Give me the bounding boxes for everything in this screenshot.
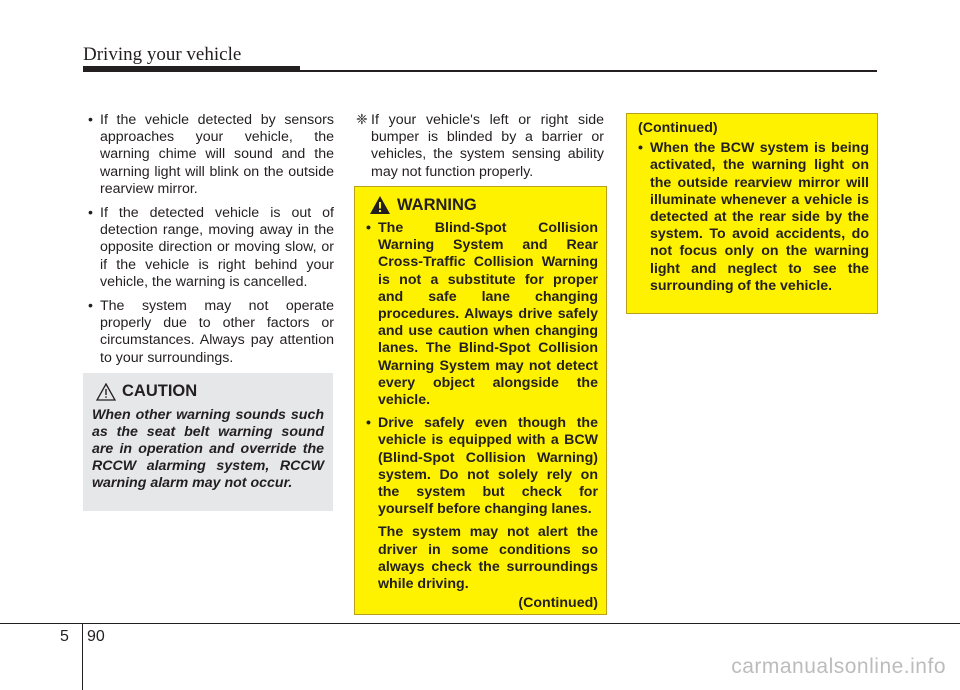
- warning-box: [354, 186, 607, 615]
- warning-continued-label: (Continued): [518, 595, 598, 612]
- continued-bullet-list: [638, 140, 869, 295]
- section-number: 5: [60, 628, 69, 645]
- footer-rule-vertical: [82, 623, 83, 690]
- page-header-title: Driving your vehicle: [83, 44, 242, 65]
- continued-label: (Continued): [638, 120, 718, 136]
- caution-title: CAUTION: [122, 382, 198, 400]
- warning-title: WARNING: [397, 195, 477, 214]
- caution-triangle-icon: [96, 383, 116, 401]
- note-text: If your vehicle's left or right side bumper is blinded by a barrier or vehicles, the system sensing ability may not function properly.: [371, 112, 604, 180]
- warning-paragraph: The system may not alert the driver in some conditions so always check the surroundings while driving.: [378, 524, 598, 593]
- sensor-note: [356, 112, 604, 181]
- left-bullet-list: [88, 112, 334, 374]
- footer-rule-horizontal: [0, 623, 960, 624]
- caution-box: [83, 373, 333, 511]
- warning-bullet-item: • Drive safely even though the vehicle is equipped with a BCW (Blind-Spot Collision Warning) system. Do not solely rely on the system but check for yourself before changing lanes.: [366, 415, 598, 518]
- warning-bullet-item: • The Blind-Spot Collision Warning System and Rear Cross-Traffic Collision Warning is not a substitute for proper and safe lane changing procedures. Always drive safely and use caution when changing lanes. The Blind-Spot Collision Warning System may not detect every object alongside the vehicle.: [366, 220, 598, 409]
- header-rule-thick: [83, 66, 300, 72]
- page-number: 90: [87, 628, 105, 645]
- continued-bullet-item: • When the BCW system is being activated, the warning light on the outside rearview mirror will illuminate whenever a vehicle is detected at the rear side by the system. To avoid accidents, do not focus only on the warning light and neglect to see the surrounding of the vehicle.: [638, 140, 869, 295]
- warning-heading: [369, 195, 598, 215]
- bullet-item: • If the detected vehicle is out of detection range, moving away in the opposite direction or moving slow, or if the vehicle is right behind your vehicle, the warning is cancelled.: [88, 205, 334, 291]
- caution-text: When other warning sounds such as the seat belt warning sound are in operation and override the RCCW alarming system, RCCW warning alarm may not occur.: [92, 407, 324, 491]
- bullet-item: • The system may not operate properly due to other factors or circumstances. Always pay attention to your surroundings.: [88, 298, 334, 367]
- warning-triangle-icon: [369, 195, 391, 215]
- watermark-text: carmanualsonline.info: [731, 655, 946, 678]
- header-rule-thin: [300, 70, 877, 72]
- caution-heading: [96, 382, 324, 401]
- bullet-item: • If the vehicle detected by sensors approaches your vehicle, the warning chime will sound and the warning light will blink on the outside rearview mirror.: [88, 112, 334, 198]
- continued-warning-box: [626, 113, 878, 314]
- note-symbol-icon: ❈: [356, 112, 368, 128]
- warning-bullet-list: [366, 220, 598, 518]
